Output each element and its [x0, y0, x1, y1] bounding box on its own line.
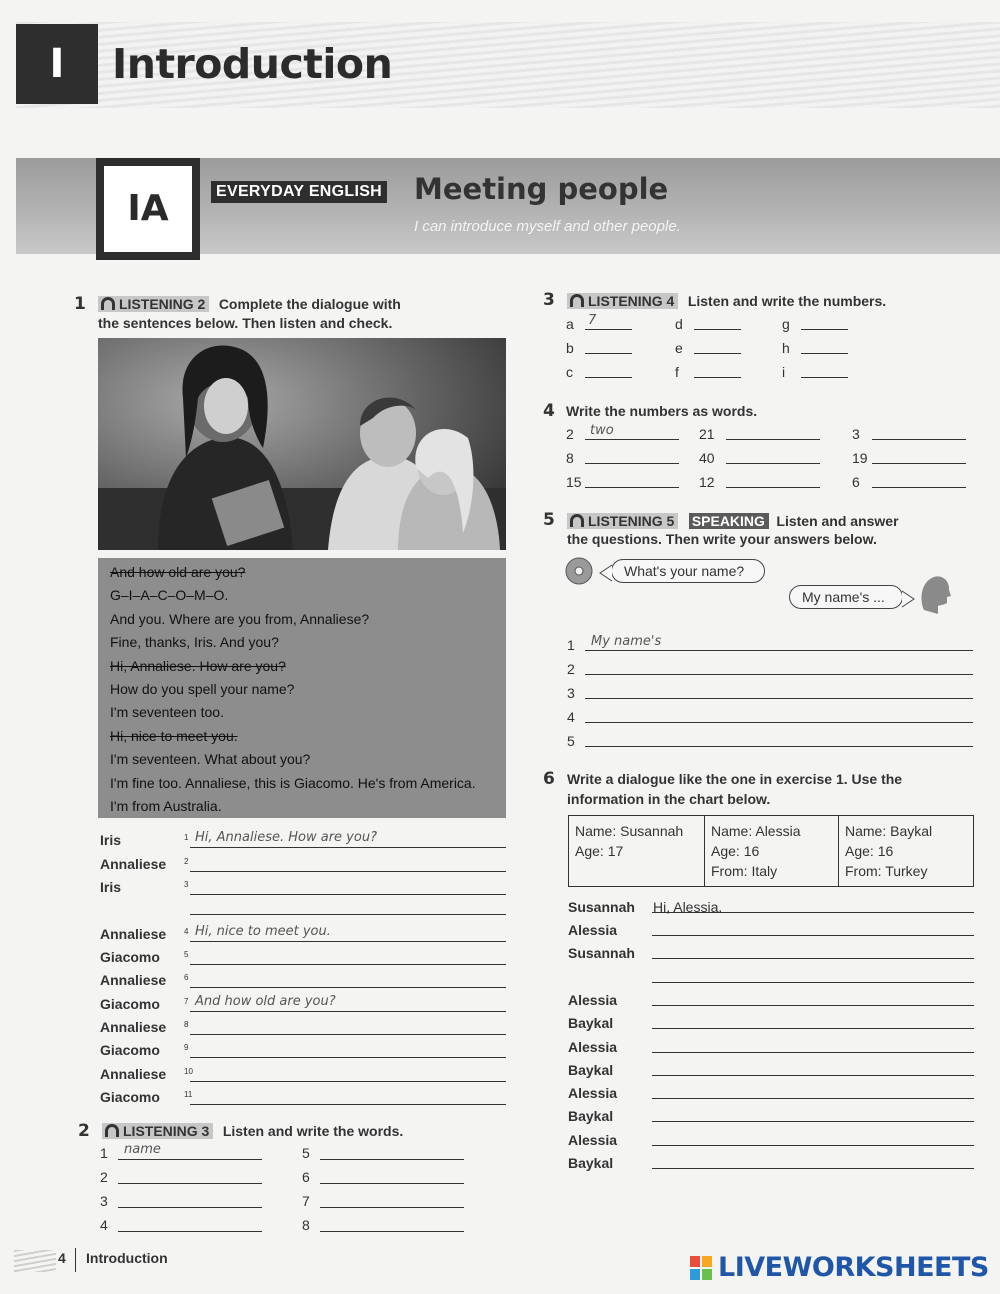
- answer-line[interactable]: [190, 941, 506, 942]
- answer-line[interactable]: [118, 1231, 262, 1232]
- ex3-listening-tag[interactable]: LISTENING 4: [567, 293, 678, 309]
- answer-line[interactable]: [726, 463, 820, 464]
- answer-line[interactable]: [585, 463, 679, 464]
- ex3-instruction: Listen and write the numbers.: [687, 293, 887, 309]
- answer-line[interactable]: [652, 982, 974, 983]
- sentence-item: Hi, Annaliese. How are you?: [110, 657, 286, 674]
- headphones-icon: [105, 1124, 119, 1137]
- item-number: 1: [567, 637, 575, 653]
- ex5-header: [567, 512, 899, 531]
- ex1-listening-tag[interactable]: LISTENING 2: [98, 296, 209, 312]
- answer-line[interactable]: [190, 1057, 506, 1058]
- cd-icon[interactable]: [564, 556, 598, 588]
- line-number: 7: [184, 997, 189, 1006]
- speaker-label: Annaliese: [100, 1019, 167, 1035]
- item-number: 12: [699, 474, 715, 490]
- answer-line[interactable]: [320, 1183, 464, 1184]
- answer-line[interactable]: [652, 958, 974, 959]
- ex5-speaking-tag[interactable]: SPEAKING: [689, 513, 769, 529]
- page-number: 4: [58, 1250, 66, 1266]
- speaker-label: Susannah: [568, 945, 635, 961]
- item-letter: a: [566, 316, 574, 332]
- sentence-item: I'm fine too. Annaliese, this is Giacomo. He's from America.: [110, 774, 476, 791]
- handwritten-answer: two: [590, 423, 614, 438]
- item-letter: d: [675, 316, 683, 332]
- speaker-label: Baykal: [568, 1062, 614, 1078]
- answer-line[interactable]: [585, 698, 973, 699]
- chart-cell-susannah: Name: Susannah Age: 17: [569, 816, 705, 887]
- ex1-instruction-2: the sentences below. Then listen and check.: [98, 315, 393, 331]
- item-number: 5: [302, 1145, 310, 1161]
- item-number: 2: [100, 1169, 108, 1185]
- ex1-header: [98, 295, 401, 314]
- answer-line[interactable]: [726, 487, 820, 488]
- answer-line[interactable]: [652, 1121, 974, 1122]
- speaker-label: Annaliese: [100, 1066, 167, 1082]
- item-number: 3: [852, 426, 860, 442]
- ex2-listening-tag[interactable]: LISTENING 3: [102, 1123, 213, 1139]
- handwritten-answer: My name's: [591, 634, 662, 649]
- answer-line[interactable]: [190, 871, 506, 872]
- answer-line[interactable]: [872, 463, 966, 464]
- chart-cell-alessia: Name: Alessia Age: 16 From: Italy: [705, 816, 839, 887]
- answer-line[interactable]: [585, 329, 632, 330]
- item-letter: f: [675, 364, 679, 380]
- answer-line[interactable]: [190, 847, 506, 848]
- item-letter: h: [782, 340, 790, 356]
- speaker-label: Giacomo: [100, 1089, 160, 1105]
- answer-line[interactable]: [694, 329, 741, 330]
- item-number: 2: [566, 426, 574, 442]
- ex2-header: [102, 1122, 403, 1141]
- ex5-number: 5: [543, 510, 555, 530]
- speaker-label: Alessia: [568, 1132, 618, 1148]
- question-bubble: What's your name?: [611, 559, 765, 583]
- chart-cell-baykal: Name: Baykal Age: 16 From: Turkey: [839, 816, 974, 887]
- line-number: 9: [184, 1043, 189, 1052]
- answer-line[interactable]: [652, 1028, 974, 1029]
- line-number: 1: [184, 833, 189, 842]
- footer-stripes: [14, 1250, 56, 1272]
- answer-line[interactable]: [585, 722, 973, 723]
- line-number: 4: [184, 927, 189, 936]
- answer-line[interactable]: [190, 1034, 506, 1035]
- ex5-instruction: Listen and answer: [776, 513, 899, 529]
- item-number: 19: [852, 450, 868, 466]
- answer-line[interactable]: [801, 353, 848, 354]
- answer-line[interactable]: [585, 353, 632, 354]
- answer-line[interactable]: [320, 1159, 464, 1160]
- section-tag: EVERYDAY ENGLISH: [211, 181, 387, 203]
- answer-line[interactable]: [320, 1207, 464, 1208]
- answer-line[interactable]: [190, 894, 506, 895]
- unit-number: I: [16, 24, 98, 104]
- photo-friends: [98, 338, 506, 550]
- sentence-item: Hi, nice to meet you.: [110, 727, 238, 744]
- answer-line[interactable]: [652, 1052, 974, 1053]
- line-number: 5: [184, 950, 189, 959]
- answer-line[interactable]: [190, 1081, 506, 1082]
- sentence-item: I'm from Australia.: [110, 798, 222, 814]
- info-chart: [568, 815, 974, 887]
- answer-line[interactable]: [190, 914, 506, 915]
- answer-line[interactable]: [118, 1207, 262, 1208]
- unit-title: Introduction: [112, 40, 393, 88]
- speaker-label: Iris: [100, 832, 122, 848]
- handwritten-answer: 7: [588, 313, 597, 328]
- line-number: 6: [184, 973, 189, 982]
- answer-line[interactable]: [694, 377, 741, 378]
- sentence-item: I'm seventeen too.: [110, 704, 224, 721]
- item-number: 7: [302, 1193, 310, 1209]
- ex3-number: 3: [543, 290, 555, 310]
- item-letter: e: [675, 340, 683, 356]
- handwritten-answer: name: [124, 1142, 161, 1157]
- ex2-instruction: Listen and write the words.: [222, 1123, 404, 1139]
- answer-bubble: My name's ...: [789, 585, 903, 609]
- ex6-instruction-2: information in the chart below.: [567, 791, 771, 807]
- dialogue-text: Hi, Alessia.: [653, 899, 723, 915]
- item-number: 1: [100, 1145, 108, 1161]
- sentence-item: G–I–A–C–O–M–O.: [110, 587, 229, 604]
- item-number: 4: [100, 1217, 108, 1233]
- item-number: 3: [100, 1193, 108, 1209]
- item-letter: c: [566, 364, 573, 380]
- answer-line[interactable]: [872, 439, 966, 440]
- answer-line[interactable]: [652, 1075, 974, 1076]
- line-number: 2: [184, 857, 189, 866]
- sentence-item: How do you spell your name?: [110, 681, 295, 697]
- sentence-item: I'm seventeen. What about you?: [110, 751, 311, 768]
- answer-line[interactable]: [585, 439, 679, 440]
- item-number: 21: [699, 426, 715, 442]
- speaker-label: Susannah: [568, 899, 635, 915]
- speaker-label: Baykal: [568, 1155, 614, 1171]
- answer-line[interactable]: [801, 329, 848, 330]
- answer-line[interactable]: [320, 1231, 464, 1232]
- answer-line[interactable]: [652, 1145, 974, 1146]
- ex6-instruction: Write a dialogue like the one in exercise 1. Use the: [567, 771, 903, 787]
- line-number: 11: [184, 1090, 193, 1099]
- answer-line[interactable]: [652, 1005, 974, 1006]
- speaker-label: Iris: [100, 879, 122, 895]
- speaker-label: Giacomo: [100, 949, 160, 965]
- speaker-label: Annaliese: [100, 926, 167, 942]
- item-number: 3: [567, 685, 575, 701]
- answer-line[interactable]: [118, 1183, 262, 1184]
- line-number: 8: [184, 1020, 189, 1029]
- item-number: 4: [567, 709, 575, 725]
- headphones-icon: [570, 294, 584, 307]
- lesson-title: Meeting people: [414, 172, 669, 206]
- ex1-instruction: Complete the dialogue with: [218, 296, 401, 312]
- ex4-instruction: Write the numbers as words.: [566, 403, 758, 419]
- footer-divider: [75, 1248, 76, 1272]
- sentence-item: And you. Where are you from, Annaliese?: [110, 610, 370, 627]
- speaker-label: Annaliese: [100, 972, 167, 988]
- item-number: 6: [852, 474, 860, 490]
- item-number: 15: [566, 474, 582, 490]
- can-do-statement: I can introduce myself and other people.: [414, 218, 681, 235]
- liveworksheets-logo[interactable]: LIVEWORKSHEETS: [718, 1252, 989, 1283]
- answer-line[interactable]: [190, 987, 506, 988]
- speaker-label: Alessia: [568, 1085, 618, 1101]
- footer-section: Introduction: [86, 1250, 168, 1266]
- item-number: 8: [566, 450, 574, 466]
- ex3-header: [567, 292, 886, 311]
- answer-line[interactable]: [585, 650, 973, 651]
- answer-line[interactable]: [190, 964, 506, 965]
- headphones-icon: [101, 297, 115, 310]
- answer-line[interactable]: [585, 746, 973, 747]
- item-number: 5: [567, 733, 575, 749]
- item-letter: i: [782, 364, 786, 380]
- line-number: 3: [184, 880, 189, 889]
- speaker-label: Alessia: [568, 992, 618, 1008]
- answer-line[interactable]: [652, 1098, 974, 1099]
- sentence-item: And how old are you?: [110, 564, 246, 580]
- speaker-label: Baykal: [568, 1015, 614, 1031]
- liveworksheets-logo-icon: [690, 1256, 712, 1280]
- ex6-number: 6: [543, 769, 555, 789]
- speaker-label: Giacomo: [100, 996, 160, 1012]
- headphones-icon: [570, 514, 584, 527]
- answer-line[interactable]: [694, 353, 741, 354]
- answer-line[interactable]: [726, 439, 820, 440]
- speaker-head-icon: [916, 572, 952, 616]
- ex5-listening-tag[interactable]: LISTENING 5: [567, 513, 678, 529]
- ex1-number: 1: [74, 294, 86, 314]
- ex4-number: 4: [543, 401, 555, 421]
- ex2-number: 2: [78, 1121, 90, 1141]
- handwritten-answer: Hi, nice to meet you.: [195, 924, 331, 939]
- item-number: 8: [302, 1217, 310, 1233]
- item-number: 40: [699, 450, 715, 466]
- item-number: 2: [567, 661, 575, 677]
- answer-line[interactable]: [652, 1168, 974, 1169]
- ex5-instruction-2: the questions. Then write your answers below.: [567, 531, 877, 547]
- answer-line[interactable]: [585, 377, 632, 378]
- answer-line[interactable]: [585, 487, 679, 488]
- speaker-label: Alessia: [568, 1039, 618, 1055]
- handwritten-answer: And how old are you?: [195, 994, 336, 1009]
- answer-line[interactable]: [585, 674, 973, 675]
- bubble-tail-icon: [598, 563, 614, 583]
- sentence-item: Fine, thanks, Iris. And you?: [110, 634, 279, 651]
- answer-line[interactable]: [801, 377, 848, 378]
- line-number: 10: [184, 1067, 193, 1076]
- lesson-code: IA: [127, 188, 169, 229]
- item-letter: b: [566, 340, 574, 356]
- handwritten-answer: Hi, Annaliese. How are you?: [195, 830, 377, 845]
- answer-line[interactable]: [190, 1011, 506, 1012]
- speaker-label: Annaliese: [100, 856, 167, 872]
- answer-line[interactable]: [190, 1104, 506, 1105]
- answer-line[interactable]: [872, 487, 966, 488]
- speaker-label: Giacomo: [100, 1042, 160, 1058]
- item-letter: g: [782, 316, 790, 332]
- speaker-label: Baykal: [568, 1108, 614, 1124]
- item-number: 6: [302, 1169, 310, 1185]
- speaker-label: Alessia: [568, 922, 618, 938]
- answer-line[interactable]: [118, 1159, 262, 1160]
- answer-line[interactable]: [652, 935, 974, 936]
